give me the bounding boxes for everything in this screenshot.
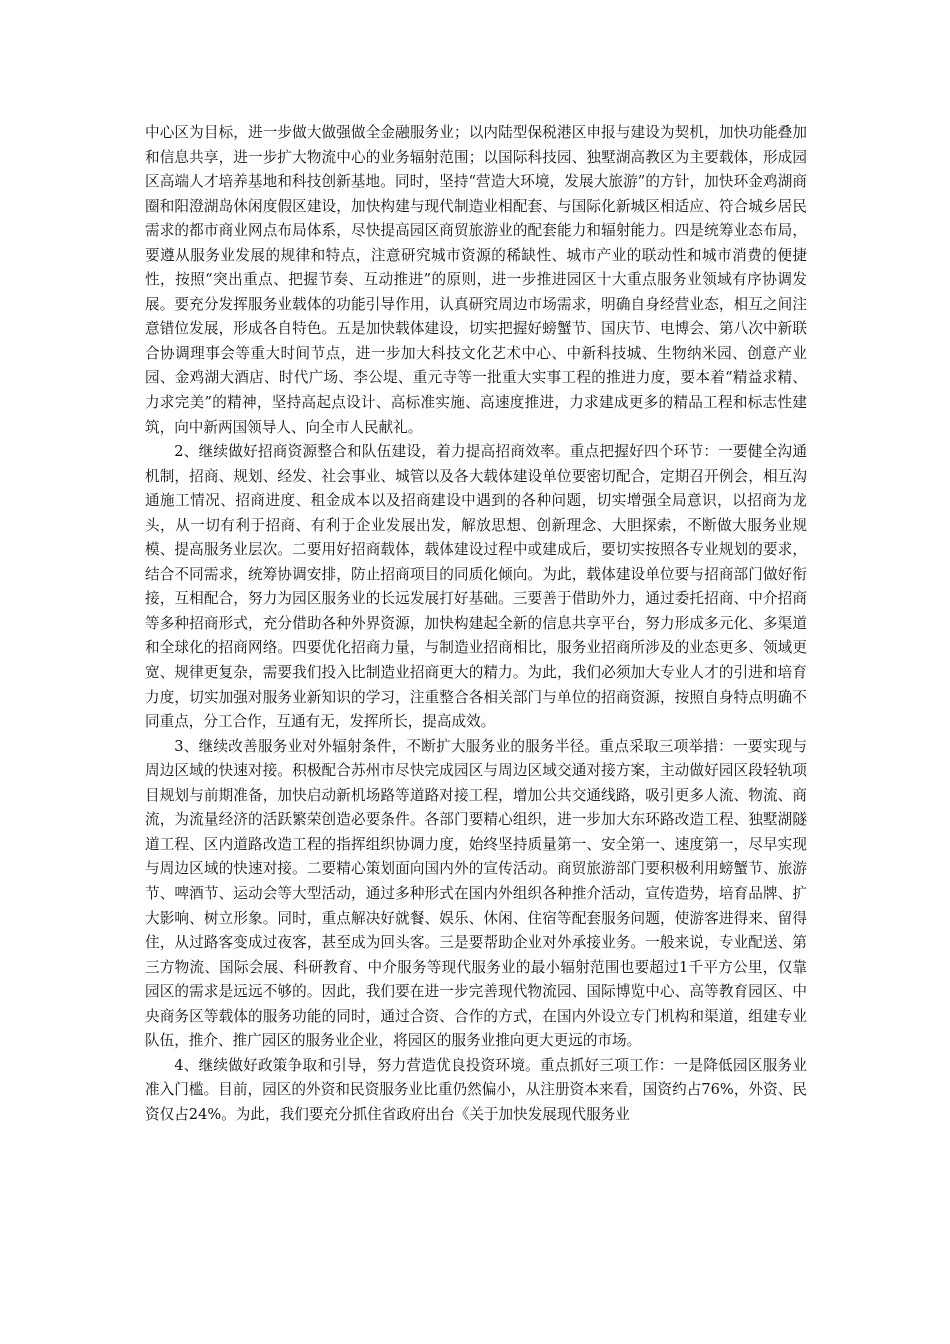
document-page: [145, 121, 807, 1127]
paragraph-financial-services: 中心区为目标，进一步做大做强做全金融服务业；以内陆型保税港区申报与建设为契机，加快功能叠加和信息共享，进一步扩大物流中心的业务辐射范围；以国际科技园、独墅湖高教区为主要载体，形成园区高端人才培养基地和科技创新基地。同时，坚持“营造大环境，发展大旅游”的方针，加快环金鸡湖商圈和阳澄湖岛休闲度假区建设，加快构建与现代制造业相配套、与国际化新城区相适应、符合城乡居民需求的都市商业网点布局体系，尽快提高园区商贸旅游业的配套能力和辐射能力。四是统筹业态布局，要遵从服务业发展的规律和特点，注意研究城市资源的稀缺性、城市产业的联动性和城市消费的便捷性，按照“突出重点、把握节奏、互动推进”的原则，进一步推进园区十大重点服务业领域有序协调发展。要充分发挥服务业载体的功能引导作用，认真研究周边市场需求，明确自身经营业态，相互之间注意错位发展，形成各自特色。五是加快载体建设，切实把握好螃蟹节、国庆节、电博会、第八次中新联合协调理事会等重大时间节点，进一步加大科技文化艺术中心、中新科技城、生物纳米园、创意产业园、金鸡湖大酒店、时代广场、李公堤、重元寺等一批重大实事工程的推进力度，要本着“精益求精、力求完美”的精神，坚持高起点设计、高标准实施、高速度推进，力求建成更多的精品工程和标志性建筑，向中新两国领导人、向全市人民献礼。: [145, 124, 807, 436]
paragraph-policy-guidance: 4、继续做好政策争取和引导，努力营造优良投资环境。重点抓好三项工作：一是降低园区服务业准入门槛。目前，园区的外资和民资服务业比重仍然偏小，从注册资本来看，国资约占76%，外资、民资仅占24%。为此，我们要充分抓住省政府出台《关于加快发展现代服务业: [145, 1056, 807, 1123]
paragraph-investment-attraction: 2、继续做好招商资源整合和队伍建设，着力提高招商效率。重点把握好四个环节：一要健全沟通机制，招商、规划、经发、社会事业、城管以及各大载体建设单位要密切配合，定期召开例会，相互沟通施工情况、招商进度、租金成本以及招商建设中遇到的各种问题，切实增强全局意识，以招商为龙头，从一切有利于招商、有利于企业发展出发，解放思想、创新理念、大胆探索，不断做大服务业规模、提高服务业层次。二要用好招商载体，载体建设过程中或建成后，要切实按照各专业规划的要求，结合不同需求，统筹协调安排，防止招商项目的同质化倾向。为此，载体建设单位要与招商部门做好衔接，互相配合，努力为园区服务业的长远发展打好基础。三要善于借助外力，通过委托招商、中介招商等多种招商形式，充分借助各种外界资源，加快构建起全新的信息共享平台，努力形成多元化、多渠道和全球化的招商网络。四要优化招商力量，与制造业招商相比，服务业招商所涉及的业态更多、领域更宽、规律更复杂，需要我们投入比制造业招商更大的精力。为此，我们必须加大专业人才的引进和培育力度，切实加强对服务业新知识的学习，注重整合各相关部门与单位的招商资源，按照自身特点明确不同重点，分工合作，互通有无，发挥所长，提高成效。: [145, 443, 807, 731]
paragraph-external-radiation: 3、继续改善服务业对外辐射条件，不断扩大服务业的服务半径。重点采取三项举措：一要实现与周边区域的快速对接。积极配合苏州市尽快完成园区与周边区域交通对接方案，主动做好园区段轻轨项目规划与前期准备，加快启动新机场路等道路对接工程，增加公共交通线路，吸引更多人流、物流、商流，为流量经济的活跃繁荣创造必要条件。各部门要精心组织，进一步加大东环路改造工程、独墅湖隧道工程、区内道路改造工程的指挥组织协调力度，始终坚持质量第一、安全第一、速度第一，尽早实现与周边区域的快速对接。二要精心策划面向国内外的宣传活动。商贸旅游部门要积极利用螃蟹节、旅游节、啤酒节、运动会等大型活动，通过多种形式在国内外组织各种推介活动，宣传造势，培育品牌、扩大影响、树立形象。同时，重点解决好就餐、娱乐、休闲、住宿等配套服务问题，使游客进得来、留得住，从过路客变成过夜客，甚至成为回头客。三是要帮助企业对外承接业务。一般来说，专业配送、第三方物流、国际会展、科研教育、中介服务等现代服务业的最小辐射范围也要超过1千平方公里，仅靠园区的需求是远远不够的。因此，我们要在进一步完善现代物流园、国际博览中心、高等教育园区、中央商务区等载体的服务功能的同时，通过合资、合作的方式，在国内外设立专门机构和渠道，组建专业队伍，推介、推广园区的服务业企业，将园区的服务业推向更大更远的市场。: [145, 737, 807, 1050]
